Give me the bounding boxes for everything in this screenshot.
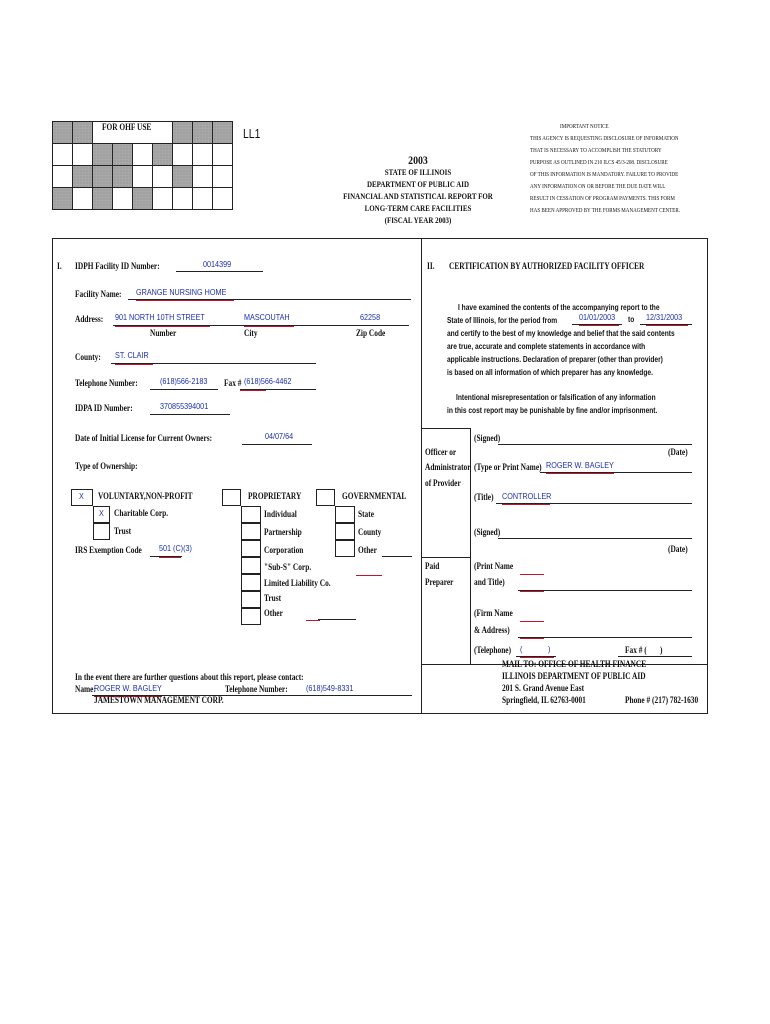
llc-checkbox[interactable] bbox=[241, 574, 261, 591]
period-to-value[interactable]: 12/31/2003 bbox=[646, 312, 683, 322]
proprietary-label: PROPRIETARY bbox=[248, 491, 302, 501]
notice-line: THIS AGENCY IS REQUESTING DISCLOSURE OF INFORMATION bbox=[530, 135, 679, 142]
telephone2-label: (Telephone) bbox=[474, 645, 512, 655]
corporation-label: Corporation bbox=[264, 545, 304, 555]
cert-text-3: and certify to the best of my knowledge and belief that the said contents bbox=[447, 328, 675, 338]
type-name-label: (Type or Print Name) bbox=[474, 462, 542, 472]
idpa-value[interactable]: 370855394001 bbox=[160, 401, 209, 411]
print-name-label: (Print Name bbox=[474, 561, 514, 571]
dept-title: DEPARTMENT OF PUBLIC AID bbox=[366, 179, 470, 189]
number-label: Number bbox=[150, 328, 177, 338]
zip-value[interactable]: 62258 bbox=[360, 312, 381, 322]
notice-line: RESULT IN CESSATION OF PROGRAM PAYMENTS. THIS FORM bbox=[530, 195, 675, 202]
zip-label: Zip Code bbox=[356, 328, 386, 338]
governmental-label: GOVERNMENTAL bbox=[342, 491, 407, 501]
trust-checkbox[interactable] bbox=[93, 523, 110, 540]
signed2-label: (Signed) bbox=[474, 527, 501, 537]
notice-line: OF THIS INFORMATION IS MANDATORY. FAILURE TO PROVIDE bbox=[530, 171, 679, 178]
ohf-use-grid bbox=[52, 121, 233, 210]
notice-title: IMPORTANT NOTICE bbox=[560, 123, 609, 130]
period-from-value[interactable]: 01/01/2003 bbox=[579, 312, 616, 322]
governmental-checkbox[interactable] bbox=[316, 489, 335, 506]
contact-instructions: In the event there are further questions about this report, please contact: bbox=[75, 672, 304, 682]
charitable-label: Charitable Corp. bbox=[114, 508, 169, 518]
section2-number: II. bbox=[427, 261, 435, 271]
cert-text-2: State of Illinois, for the period from bbox=[447, 315, 558, 325]
state-title: STATE OF ILLINOIS bbox=[384, 167, 452, 177]
mail-street: 201 S. Grand Avenue East bbox=[502, 683, 585, 693]
signed-label: (Signed) bbox=[474, 433, 501, 443]
mail-phone: Phone # (217) 782-1630 bbox=[625, 695, 699, 705]
county-label: County: bbox=[75, 352, 101, 362]
fiscal-year: (FISCAL YEAR 2003) bbox=[384, 215, 452, 225]
irs-value[interactable]: 501 (C)(3) bbox=[159, 543, 192, 553]
form-id: LL1 bbox=[243, 126, 261, 141]
sub-s-label: "Sub-S" Corp. bbox=[264, 562, 312, 572]
prop-trust-label: Trust bbox=[264, 593, 282, 603]
state-checkbox[interactable] bbox=[335, 506, 355, 523]
report-title-1: FINANCIAL AND STATISTICAL REPORT FOR bbox=[343, 191, 493, 201]
section1-number: I. bbox=[57, 261, 62, 271]
prop-other-checkbox[interactable] bbox=[241, 608, 261, 625]
date2-label: (Date) bbox=[668, 544, 688, 554]
notice-line: ANY INFORMATION ON OR BEFORE THE DUE DATE WILL bbox=[530, 183, 666, 190]
warning-text-1: Intentional misrepresentation or falsification of any information bbox=[456, 392, 656, 402]
cert-text-4: are true, accurate and complete statements in accordance with bbox=[447, 341, 646, 351]
telephone2-open-paren: ( bbox=[520, 644, 523, 654]
officer-label-3: of Provider bbox=[425, 478, 461, 488]
proprietary-checkbox[interactable] bbox=[222, 489, 241, 506]
county-value[interactable]: ST. CLAIR bbox=[115, 350, 149, 360]
report-title-2: LONG-TERM CARE FACILITIES bbox=[364, 203, 472, 213]
city-label: City bbox=[244, 328, 258, 338]
license-label: Date of Initial License for Current Owners: bbox=[75, 433, 213, 443]
contact-company: JAMESTOWN MANAGEMENT CORP. bbox=[94, 695, 224, 705]
firm-name-label: (Firm Name bbox=[474, 608, 513, 618]
cert-text-5: applicable instructions. Declaration of preparer (other than provider) bbox=[447, 354, 663, 364]
notice-line: HAS BEEN APPROVED BY THE FORMS MANAGEMENT CENTER. bbox=[530, 207, 681, 214]
officer-name-value[interactable]: ROGER W. BAGLEY bbox=[546, 460, 614, 470]
individual-checkbox[interactable] bbox=[241, 506, 261, 523]
city-value[interactable]: MASCOUTAH bbox=[244, 312, 290, 322]
street-value[interactable]: 901 NORTH 10TH STREET bbox=[115, 312, 205, 322]
officer-label-2: Administrator bbox=[425, 462, 471, 472]
county-checkbox[interactable] bbox=[335, 523, 355, 540]
idph-label: IDPH Facility ID Number: bbox=[75, 261, 160, 271]
certification-title: CERTIFICATION BY AUTHORIZED FACILITY OFFICER bbox=[449, 261, 645, 271]
warning-text-2: in this cost report may be punishable by fine and/or imprisonment. bbox=[447, 405, 658, 415]
telephone2-close-paren: ) bbox=[548, 644, 551, 654]
ohf-use-label: FOR OHF USE bbox=[102, 122, 152, 132]
cert-text-1: I have examined the contents of the accompanying report to the bbox=[458, 302, 660, 312]
contact-phone-label: Telephone Number: bbox=[225, 684, 288, 694]
facility-name-label: Facility Name: bbox=[75, 289, 122, 299]
partnership-label: Partnership bbox=[264, 527, 302, 537]
llc-label: Limited Liability Co. bbox=[264, 578, 331, 588]
ownership-label: Type of Ownership: bbox=[75, 461, 138, 471]
form-year: 2003 bbox=[408, 153, 428, 167]
license-value[interactable]: 04/07/64 bbox=[265, 431, 294, 441]
individual-label: Individual bbox=[264, 509, 297, 519]
notice-line: PURPOSE AS OUTLINED IN 210 ILCS 45/3-208. DISCLOSURE bbox=[530, 159, 668, 166]
charitable-check-mark: X bbox=[99, 508, 104, 518]
idpa-label: IDPA ID Number: bbox=[75, 403, 133, 413]
prop-trust-checkbox[interactable] bbox=[241, 591, 261, 608]
county-opt-label: County bbox=[358, 527, 382, 537]
gov-other-checkbox[interactable] bbox=[335, 540, 355, 557]
trust-label: Trust bbox=[114, 526, 132, 536]
fax2-label: Fax # ( bbox=[625, 645, 647, 655]
voluntary-check-mark: X bbox=[79, 491, 84, 501]
contact-phone-value[interactable]: (618)549-8331 bbox=[306, 683, 354, 693]
period-to-label: to bbox=[628, 314, 635, 324]
sub-s-checkbox[interactable] bbox=[241, 557, 261, 574]
paid-label: Paid bbox=[425, 561, 440, 571]
gov-other-label: Other bbox=[358, 545, 377, 555]
contact-name-value[interactable]: ROGER W. BAGLEY bbox=[94, 683, 162, 693]
date-label: (Date) bbox=[668, 447, 688, 457]
state-label: State bbox=[358, 509, 374, 519]
preparer-label: Preparer bbox=[425, 577, 454, 587]
voluntary-label: VOLUNTARY,NON-PROFIT bbox=[98, 491, 193, 501]
officer-title-value[interactable]: CONTROLLER bbox=[502, 491, 552, 501]
contact-name-label: Name: bbox=[75, 684, 96, 694]
irs-label: IRS Exemption Code bbox=[75, 545, 142, 555]
partnership-checkbox[interactable] bbox=[241, 523, 261, 540]
firm-address-label: & Address) bbox=[474, 625, 510, 635]
fax2-close-paren: ) bbox=[660, 645, 663, 655]
section-divider bbox=[421, 238, 422, 714]
and-title-label: and Title) bbox=[474, 577, 505, 587]
address-label: Address: bbox=[75, 314, 104, 324]
mail-dept: ILLINOIS DEPARTMENT OF PUBLIC AID bbox=[502, 671, 646, 681]
mail-to: MAIL TO: OFFICE OF HEALTH FINANCE bbox=[502, 659, 647, 669]
cert-text-6: is based on all information of which preparer has any knowledge. bbox=[447, 367, 653, 377]
telephone-value[interactable]: (618)566-2183 bbox=[160, 376, 208, 386]
corporation-checkbox[interactable] bbox=[241, 540, 261, 557]
telephone-label: Telephone Number: bbox=[75, 378, 138, 388]
officer-label-1: Officer or bbox=[425, 447, 457, 457]
title-label: (Title) bbox=[474, 492, 494, 502]
fax-label: Fax # bbox=[224, 378, 242, 388]
prop-other-label: Other bbox=[264, 608, 283, 618]
notice-line: THAT IS NECESSARY TO ACCOMPLISH THE STATUTORY bbox=[530, 147, 662, 154]
mail-city: Springfield, IL 62763-0001 bbox=[502, 695, 586, 705]
idph-value[interactable]: 0014399 bbox=[203, 259, 232, 269]
fax-value[interactable]: (618)566-4462 bbox=[244, 376, 292, 386]
facility-name-value[interactable]: GRANGE NURSING HOME bbox=[136, 287, 227, 297]
